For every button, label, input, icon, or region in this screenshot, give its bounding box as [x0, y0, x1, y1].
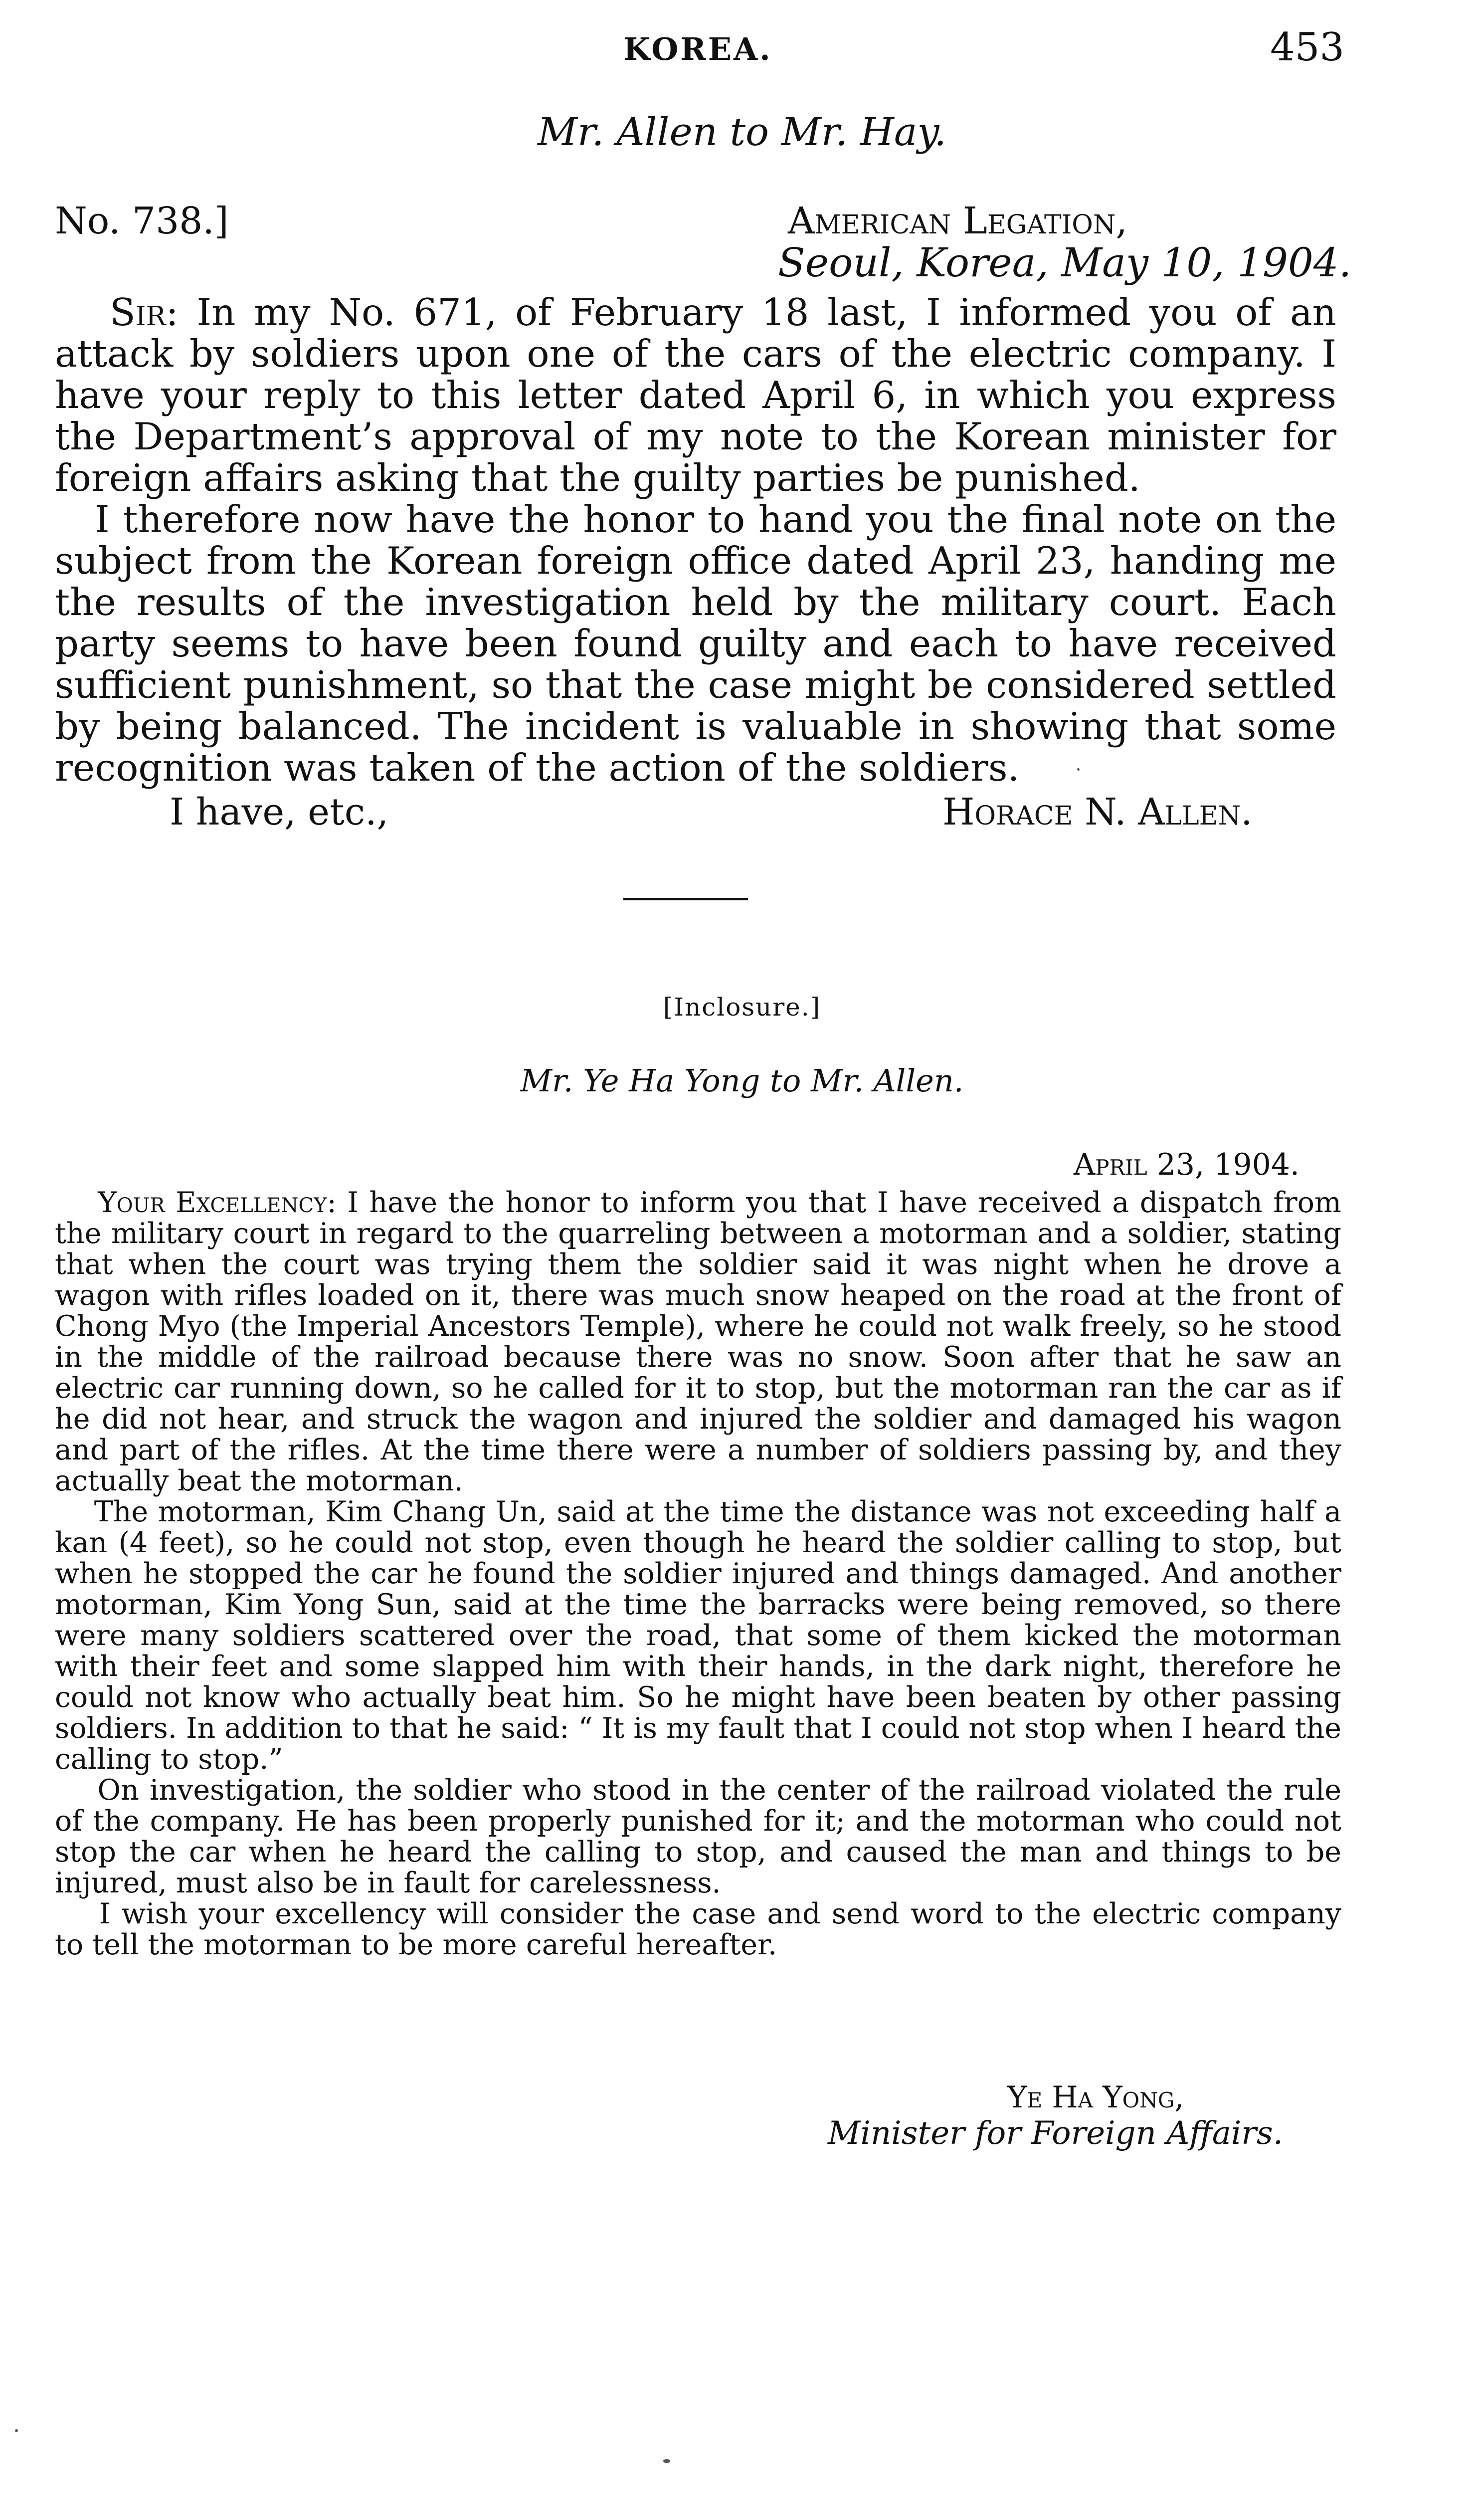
letter-paragraph — [55, 499, 1336, 789]
enclosure-paragraph-1-text: : I have the honor to inform you that I have received a dispatch from the military court in regard to the quarreling between a motorman and a soldier, stating that when the court was trying them the soldier said it was night when he drove a wagon with rifles loaded on it, there was much snow heaped on the road at the front of Chong Myo (the Imperial Ancestors Temple), where he could not walk freely, so he stood in the middle of the railroad because there was no snow. Soon after that he saw an electric car running down, so he called for it to stop, but the motorman ran the car as if he did not hear, and struck the wagon and injured the soldier and damaged his wagon and part of the rifles. At the time there were a number of soldiers passing by, and they actually beat the motorman. — [55, 1186, 1341, 1497]
letter-signature: Horace N. Allen. — [942, 791, 1253, 833]
letter-closing: I have, etc., — [170, 791, 389, 833]
page-number: 453 — [1270, 25, 1344, 70]
enclosure-signature-name: Ye Ha Yong, — [1007, 2080, 1184, 2115]
letter-title: Mr. Allen to Mr. Hay. — [538, 110, 946, 155]
enclosure-body — [55, 1187, 1341, 1960]
enclosure-date: April 23, 1904. — [1073, 1147, 1299, 1182]
dateline: Seoul, Korea, May 10, 1904. — [778, 239, 1352, 286]
enclosure-paragraph — [55, 1775, 1341, 1898]
enclosure-paragraph-4-text: I wish your excellency will consider the case and send word to the electric company to tell the motorman to be more careful hereafter. — [55, 1897, 1341, 1961]
section-divider — [623, 898, 748, 900]
letter-paragraph-2-text: I therefore now have the honor to hand you the final note on the subject from the Korean foreign office dated April 23, handing me the results of the investigation held by the military court. Each party seems to have been found guilty and each to have received sufficient punishment, so that the case might be considered settled by being balanced. The incident is valuable in showing that some recognition was taken of the action of the soldiers. — [55, 497, 1336, 790]
salutation: Sir — [110, 290, 166, 334]
enclosure-paragraph — [55, 1898, 1341, 1960]
legation-heading: American Legation, — [788, 200, 1127, 242]
enclosure-salutation: Your Excellency — [98, 1186, 327, 1219]
enclosure-title: Mr. Ye Ha Yong to Mr. Allen. — [520, 1062, 964, 1099]
enclosure-paragraph-2-text: The motorman, Kim Chang Un, said at the time the distance was not exceeding half a kan (4 feet), so he could not stop, even though he heard the soldier calling to stop, but when he stopped the car he found the soldier injured and things damaged. And another motorman, Kim Yong Sun, said at the time the barracks were being removed, so there were many soldiers scattered over the road, that some of them kicked the motorman with their feet and some slapped him with their hands, in the dark night, therefore he could not know who actually beat him. So he might have been beaten by other passing soldiers. In addition to that he said: “ It is my fault that I could not stop when I heard the calling to stop.” — [55, 1495, 1342, 1776]
enclosure-paragraph — [55, 1496, 1341, 1775]
scan-speck — [1077, 768, 1080, 771]
letter-paragraph — [55, 292, 1336, 499]
enclosure-signature-title: Minister for Foreign Affairs. — [828, 2115, 1284, 2152]
scan-speck — [663, 2459, 670, 2463]
enclosure-paragraph — [55, 1187, 1341, 1496]
running-head: KOREA. — [623, 31, 772, 67]
scan-speck — [15, 2429, 18, 2432]
document-number: No. 738.] — [55, 200, 229, 242]
inclosure-label: [Inclosure.] — [663, 993, 821, 1022]
letter-body — [55, 292, 1336, 789]
enclosure-paragraph-3-text: On investigation, the soldier who stood in the center of the railroad violated the rule of the company. He has been properly punished for it; and the motorman who could not stop the car when he heard the calling to stop, and caused the man and things to be injured, must also be in fault for carelessness. — [55, 1774, 1341, 1899]
letter-paragraph-1-text: : In my No. 671, of February 18 last, I informed you of an attack by soldiers upon one of the cars of the electric company. I have your reply to this letter dated April 6, in which you express the Department’s approval of my note to the Korean minister for foreign affairs asking that the guilty parties be punished. — [55, 290, 1336, 500]
